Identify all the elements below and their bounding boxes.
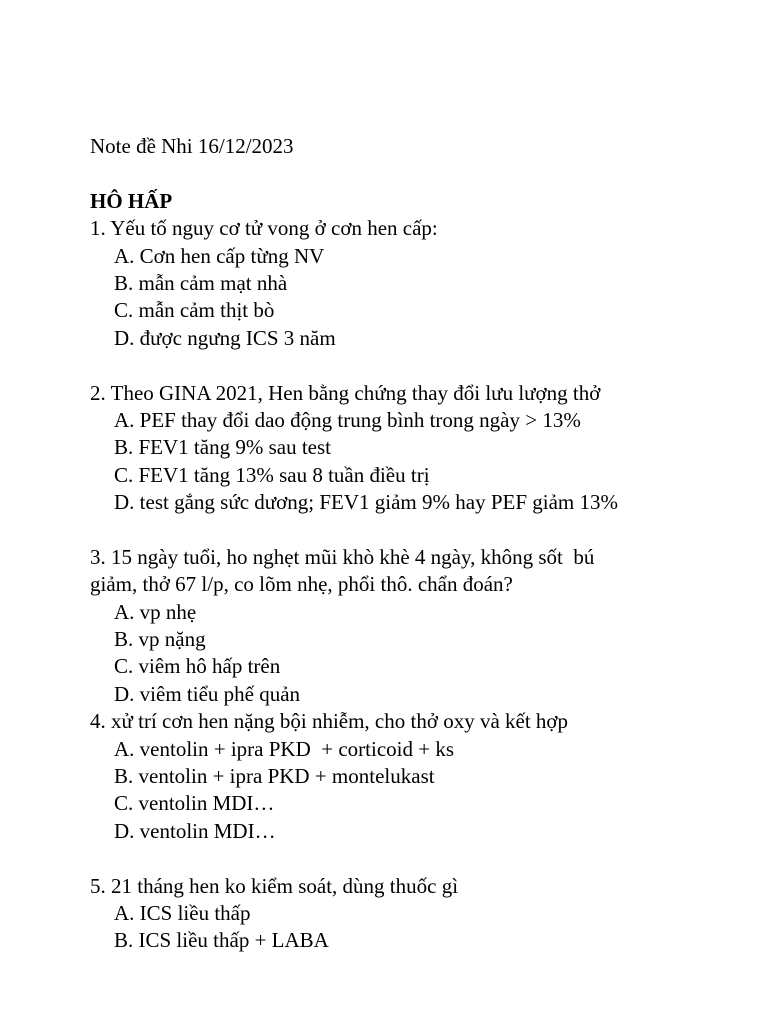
question-4-option-a: A. ventolin + ipra PKD + corticoid + ks — [114, 736, 454, 761]
question-5-stem: 5. 21 tháng hen ko kiểm soát, dùng thuốc gì — [90, 873, 459, 898]
question-1-option-c: C. mẫn cảm thịt bò — [114, 298, 275, 323]
question-1-stem: 1. Yếu tố nguy cơ tử vong ở cơn hen cấp: — [90, 216, 438, 241]
question-1-option-b: B. mẫn cảm mạt nhà — [114, 270, 288, 295]
spacer — [90, 845, 750, 872]
question-1-option-a: A. Cơn hen cấp từng NV — [114, 243, 325, 268]
question-2-option-b: B. FEV1 tăng 9% sau test — [114, 435, 331, 460]
question-2-option-a: A. PEF thay đổi dao động trung bình trong ngày > 13% — [114, 407, 581, 432]
question-2-stem: 2. Theo GINA 2021, Hen bằng chứng thay đổi lưu lượng thở — [90, 380, 601, 405]
question-3-stem-line-1: 3. 15 ngày tuổi, ho nghẹt mũi khò khè 4 ngày, không sốt bú — [90, 544, 595, 569]
spacer — [90, 352, 750, 379]
question-4-option-c: C. ventolin MDI… — [114, 791, 275, 816]
spacer — [90, 516, 750, 543]
spacer — [90, 160, 750, 187]
question-3-option-c: C. viêm hô hấp trên — [114, 654, 281, 679]
document-page — [90, 133, 750, 955]
document-note: Note đề Nhi 16/12/2023 — [90, 134, 294, 158]
question-3-option-a: A. vp nhẹ — [114, 599, 197, 624]
question-2-option-d: D. test gắng sức dương; FEV1 giảm 9% hay PEF giảm 13% — [114, 490, 618, 515]
question-5-option-a: A. ICS liều thấp — [114, 900, 251, 925]
question-3-option-d: D. viêm tiểu phế quản — [114, 681, 301, 706]
section-title: HÔ HẤP — [90, 188, 173, 213]
question-4-stem: 4. xử trí cơn hen nặng bội nhiễm, cho thở oxy và kết hợp — [90, 709, 569, 734]
question-4-option-b: B. ventolin + ipra PKD + montelukast — [114, 763, 435, 788]
question-3-stem-line-2: giảm, thở 67 l/p, co lõm nhẹ, phổi thô. chẩn đoán? — [90, 572, 513, 597]
question-4-option-d: D. ventolin MDI… — [114, 818, 276, 843]
question-2-option-c: C. FEV1 tăng 13% sau 8 tuần điều trị — [114, 462, 430, 487]
question-1-option-d: D. được ngưng ICS 3 năm — [114, 325, 336, 350]
question-5-option-b: B. ICS liều thấp + LABA — [114, 928, 329, 953]
question-3-option-b: B. vp nặng — [114, 627, 206, 652]
